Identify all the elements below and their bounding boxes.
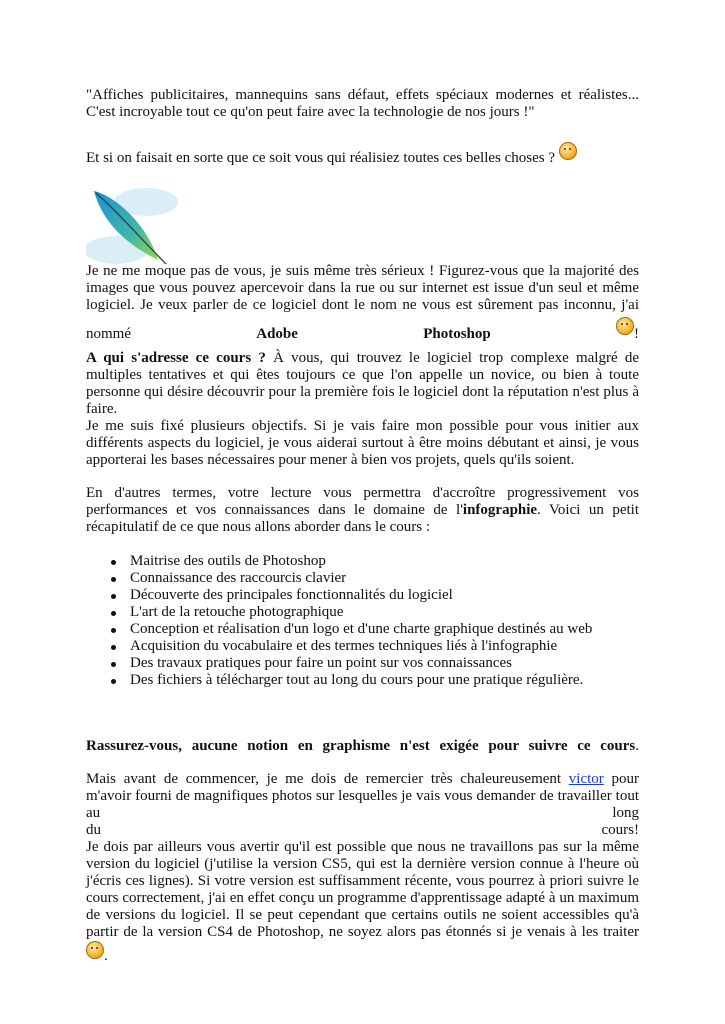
thanks-after: pour m'avoir fourni de magnifiques photos sur lesquelles je vais vous demander de travailler tout au long	[86, 771, 639, 821]
exclamation: !	[633, 326, 639, 342]
paragraph-audience	[86, 350, 639, 418]
topics-list	[86, 553, 639, 689]
word-du: du	[86, 822, 101, 838]
paragraph-thanks	[86, 771, 639, 965]
reassure-bold: Rassurez-vous, aucune notion en graphisme n'est exigée pour suivre ce cours	[86, 738, 636, 754]
list-item: Connaissance des raccourcis clavier	[86, 570, 639, 587]
adobe-word: Adobe	[256, 326, 298, 342]
version-note	[86, 839, 639, 965]
intro-question	[86, 142, 639, 167]
list-item: Des fichiers à télécharger tout au long du cours pour une pratique régulière.	[86, 672, 639, 689]
reassure-end: .	[635, 738, 639, 754]
word-cours: cours!	[601, 822, 639, 838]
photoshop-feather-logo	[86, 188, 178, 264]
paragraph-summary	[86, 485, 639, 536]
reassure-line	[86, 738, 639, 755]
paragraph-serious	[86, 263, 639, 343]
version-note-text: Je dois par ailleurs vous avertir qu'il est possible que nous ne travaillons pas sur la même version du logiciel (j'utilise la version CS5, qui est la dernière version connue à l'heure où j'écris ces lignes). Si votre version est suffisamment récente, vous pourrez à priori suivre le cours correctement, j'ai en effet conçu un programme d'apprentissage adapté à un maximum de versions du logiciel. Il se peut cependant que certains outils ne soient accessibles qu'à partir de la version CS4 de Photoshop, ne soyez alors pas étonnés si je venais à les traiter	[86, 839, 639, 940]
victor-link[interactable]: victor	[568, 771, 604, 787]
thanks-before: Mais avant de commencer, je me dois de remercier très chaleureusement	[86, 771, 569, 787]
version-end: .	[104, 948, 108, 964]
list-item: Conception et réalisation d'un logo et d'une charte graphique destinés au web	[86, 621, 639, 638]
named-line	[86, 317, 639, 343]
du-cours-line	[86, 822, 639, 839]
list-item: Découverte des principales fonctionnalités du logiciel	[86, 587, 639, 604]
audience-heading: A qui s'adresse ce cours ?	[86, 350, 266, 366]
intro-quote: "Affiches publicitaires, mannequins sans défaut, effets spéciaux modernes et réalistes... C'est incroyable tout ce qu'on peut faire avec la technologie de nos jours !"	[86, 87, 639, 120]
thinking-smiley-icon	[559, 142, 577, 160]
paragraph-serious-text: Je ne me moque pas de vous, je suis même très sérieux ! Figurez-vous que la majorité des images que vous pouvez apercevoir dans la rue ou sur internet est issue d'un seul et même logiciel. Je veux parler de ce logiciel dont le nom ne vous est sûrement pas inconnu, j'ai	[86, 263, 639, 313]
audience-text: À vous, qui trouvez le logiciel trop complexe malgré de multiples tentatives et qui êtes toujours ce que l'on appelle un novice, ou bien à toute personne qui désire découvrir pour la première fois le logiciel dont la réputation n'est plus à faire.	[86, 350, 639, 417]
list-item: Acquisition du vocabulaire et des termes techniques liés à l'infographie	[86, 638, 639, 655]
named-end	[616, 317, 639, 343]
summary-after: . Voici un petit récapitulatif de ce que nous allons aborder dans le cours :	[86, 502, 639, 535]
grin-smiley-icon	[616, 317, 634, 335]
wink-smiley-icon	[86, 941, 104, 959]
photoshop-word: Photoshop	[423, 326, 491, 342]
list-item: Maitrise des outils de Photoshop	[86, 553, 639, 570]
summary-bold: infographie	[462, 502, 538, 518]
thanks-text	[86, 771, 639, 822]
intro-question-text: Et si on faisait en sorte que ce soit vous qui réalisiez toutes ces belles choses ?	[86, 150, 556, 166]
named-word: nommé	[86, 326, 131, 342]
list-item: Des travaux pratiques pour faire un point sur vos connaissances	[86, 655, 639, 672]
list-item: L'art de la retouche photographique	[86, 604, 639, 621]
paragraph-objectives: Je me suis fixé plusieurs objectifs. Si je vais faire mon possible pour vous initier aux différents aspects du logiciel, je vous aiderai surtout à être moins débutant et ainsi, je vous apporterai les bases nécessaires pour mener à bien vos projets, quels qu'ils soient.	[86, 418, 639, 468]
summary-before: En d'autres termes, votre lecture vous permettra d'accroître progressivement vos performances et vos connaissances dans le domaine de l'	[86, 485, 639, 518]
